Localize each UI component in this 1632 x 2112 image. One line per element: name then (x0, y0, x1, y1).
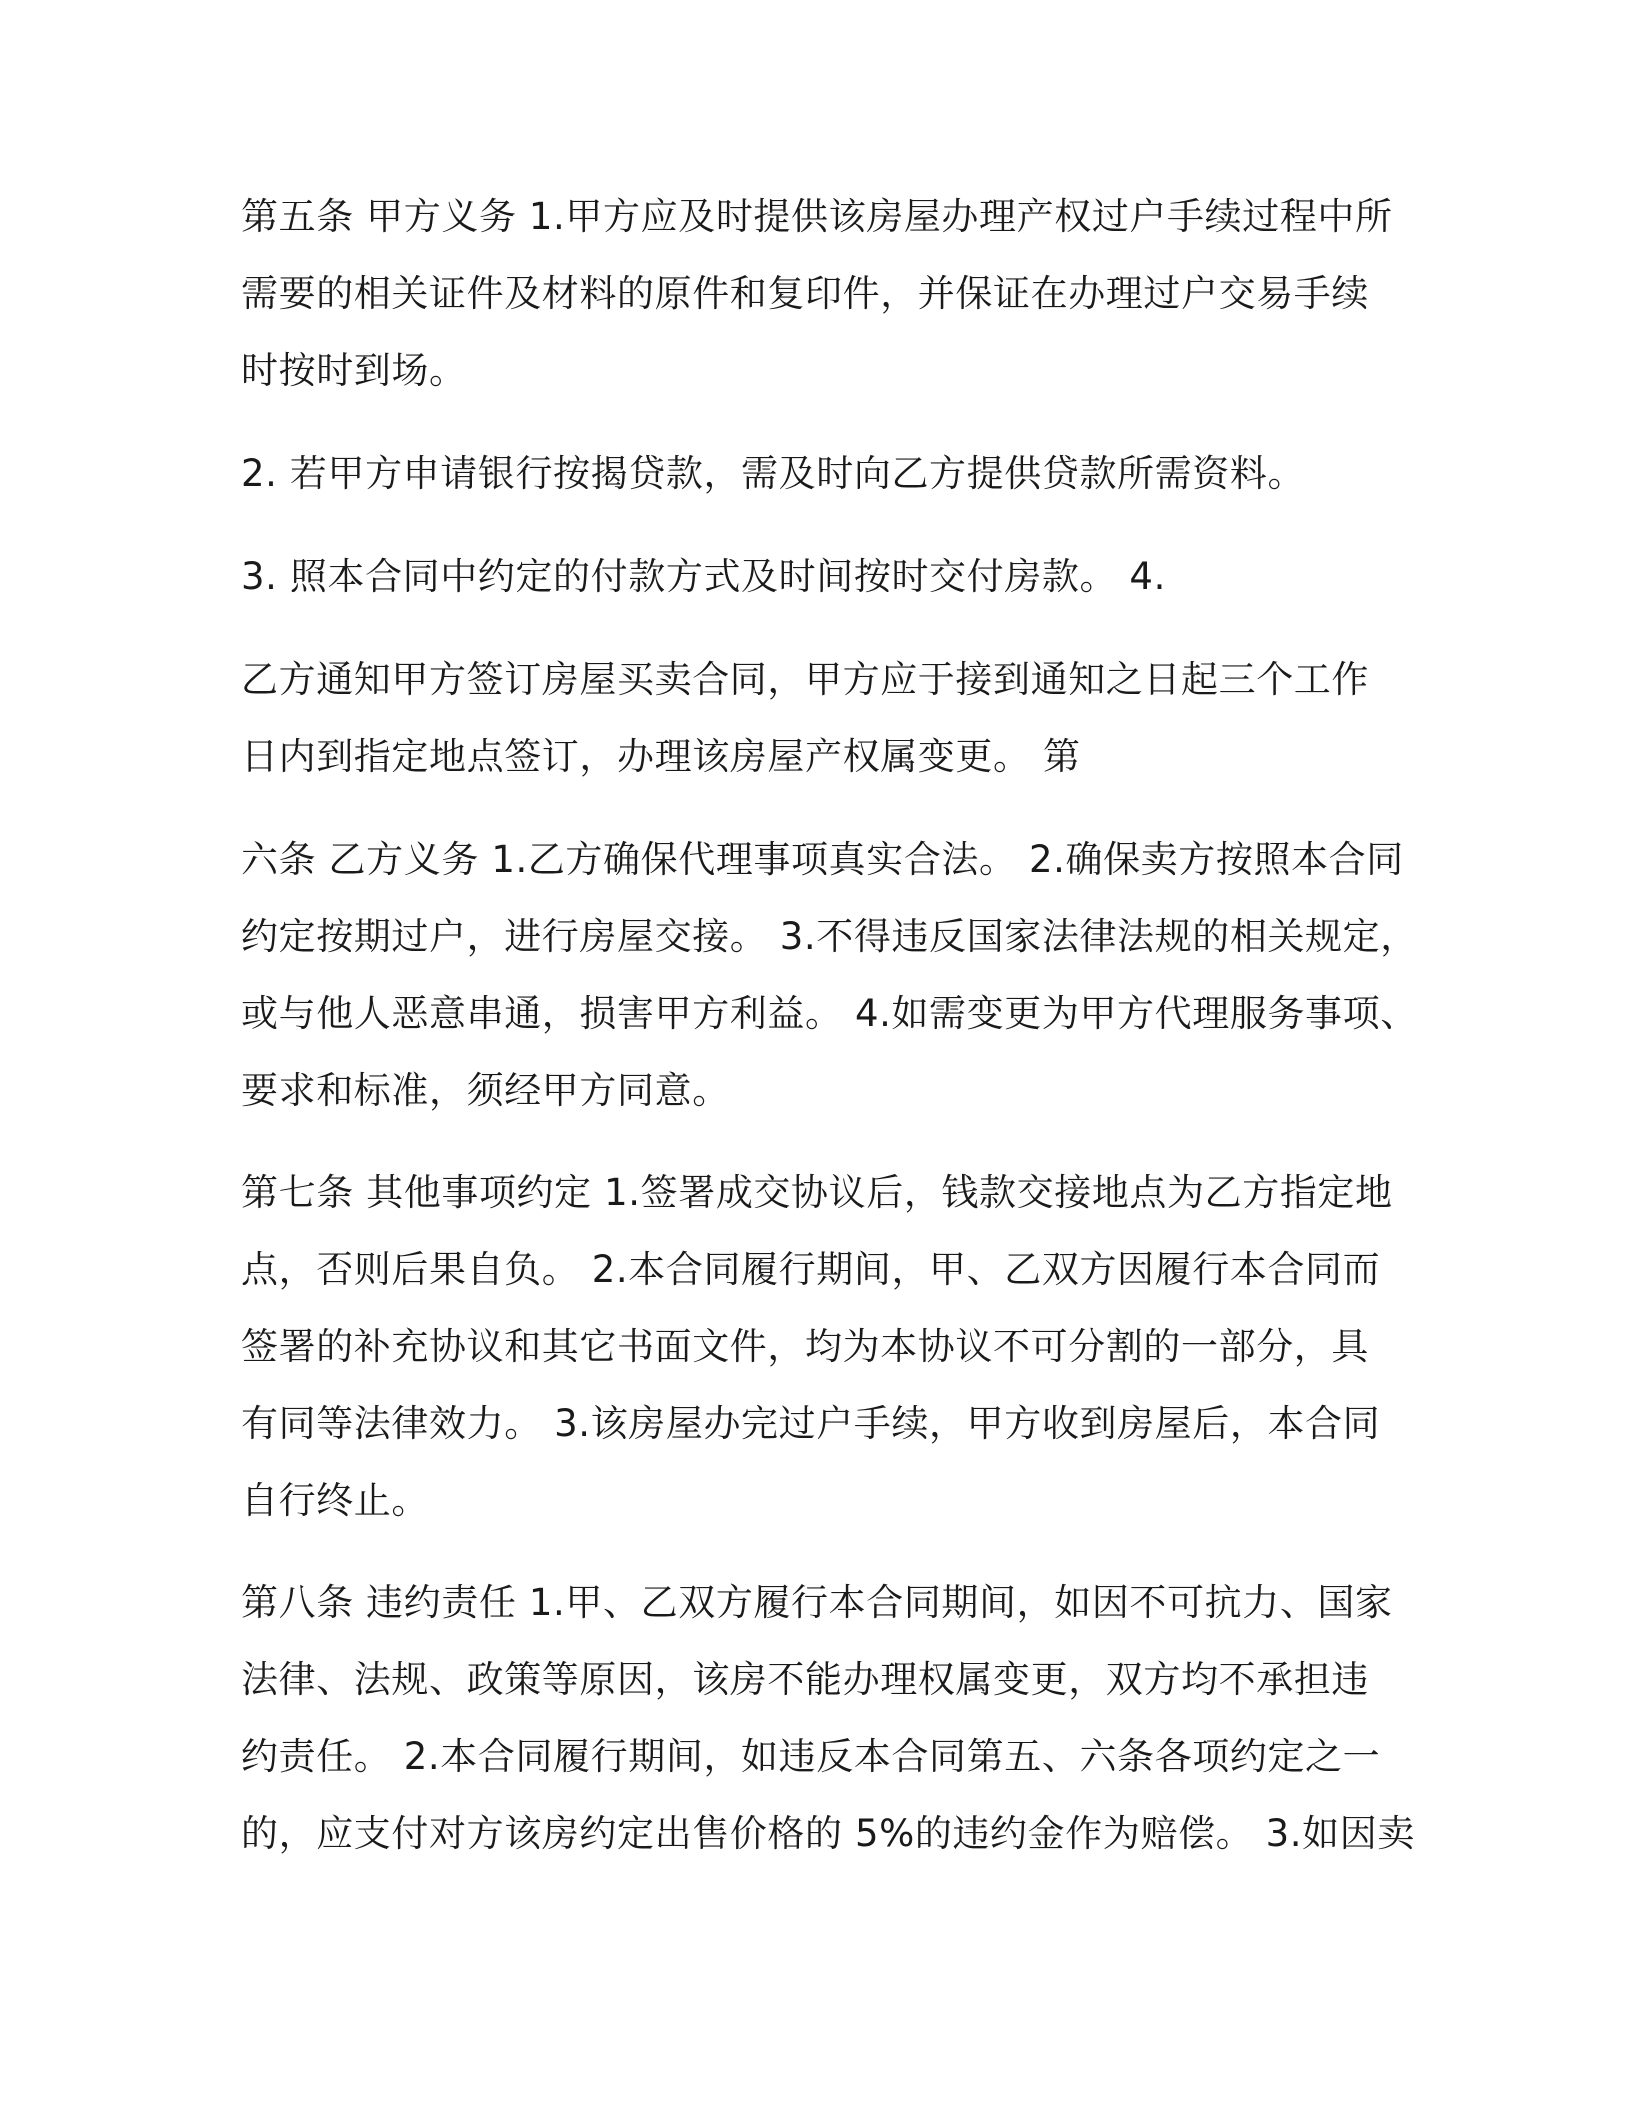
text-line: 六条 乙方义务 1.乙方确保代理事项真实合法。 2.确保卖方按照本合同 (241, 838, 1404, 881)
text-line: 有同等法律效力。 3.该房屋办完过户手续，甲方收到房屋后，本合同 (241, 1402, 1381, 1445)
text-line: 要求和标准，须经甲方同意。 (241, 1069, 730, 1112)
text-line: 第五条 甲方义务 1.甲方应及时提供该房屋办理产权过户手续过程中所 (241, 195, 1393, 238)
text-line: 时按时到场。 (241, 349, 467, 392)
text-line: 需要的相关证件及材料的原件和复印件，并保证在办理过户交易手续 (241, 272, 1369, 315)
text-line: 的，应支付对方该房约定出售价格的 5%的违约金作为赔偿。 3.如因卖 (241, 1812, 1415, 1855)
text-line: 签署的补充协议和其它书面文件，均为本协议不可分割的一部分，具 (241, 1325, 1369, 1368)
text-line: 第七条 其他事项约定 1.签署成交协议后，钱款交接地点为乙方指定地 (241, 1171, 1393, 1214)
text-line: 约定按期过户，进行房屋交接。 3.不得违反国家法律法规的相关规定， (241, 915, 1418, 958)
text-line: 日内到指定地点签订，办理该房屋产权属变更。 第 (241, 735, 1081, 778)
text-line: 3. 照本合同中约定的付款方式及时间按时交付房款。 4. (241, 555, 1166, 598)
text-line: 第八条 违约责任 1.甲、乙双方履行本合同期间，如因不可抗力、国家 (241, 1581, 1393, 1624)
text-line: 法律、法规、政策等原因，该房不能办理权属变更，双方均不承担违 (241, 1658, 1369, 1701)
text-line: 或与他人恶意串通，损害甲方利益。 4.如需变更为甲方代理服务事项、 (241, 992, 1418, 1035)
text-line: 点，否则后果自负。 2.本合同履行期间，甲、乙双方因履行本合同而 (241, 1248, 1381, 1291)
text-line: 乙方通知甲方签订房屋买卖合同，甲方应于接到通知之日起三个工作 (241, 658, 1369, 701)
text-line: 2. 若甲方申请银行按揭贷款，需及时向乙方提供贷款所需资料。 (241, 452, 1306, 495)
text-line: 约责任。 2.本合同履行期间，如违反本合同第五、六条各项约定之一 (241, 1735, 1381, 1778)
text-line: 自行终止。 (241, 1479, 429, 1522)
